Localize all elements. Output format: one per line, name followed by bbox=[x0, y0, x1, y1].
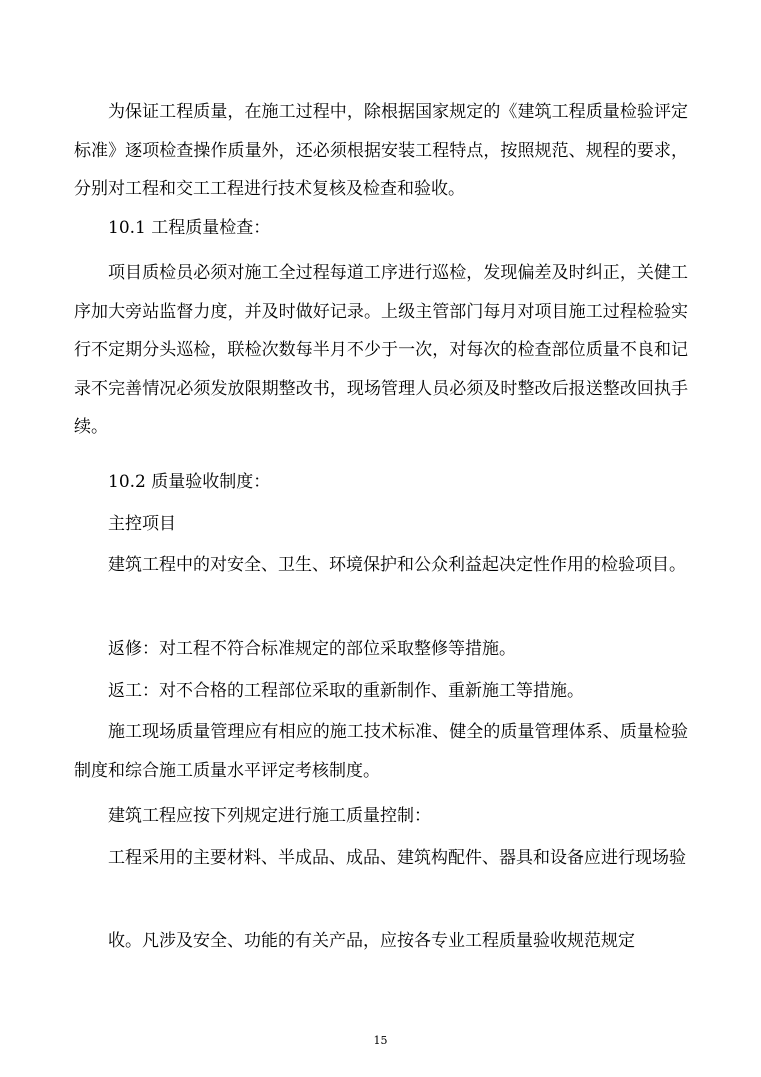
paragraph-quality-assurance-intro: 为保证工程质量，在施工过程中，除根据国家规定的《建筑工程质量检验评定标准》逐项检查操作质量外，还必须根据安装工程特点，按照规范、规程的要求，分别对工程和交工工程进行技术复核及检查和验收。 bbox=[74, 102, 688, 199]
paragraph-safety-function-products: 收。凡涉及安全、功能的有关产品，应按各专业工程质量验收规范规定 bbox=[108, 931, 635, 951]
paragraph-rework-definition: 返工：对不合格的工程部位采取的重新制作、重新施工等措施。 bbox=[108, 681, 584, 701]
paragraph-site-quality-management: 施工现场质量管理应有相应的施工技术标准、健全的质量管理体系、质量检验制度和综合施工质量水平评定考核制度。 bbox=[74, 722, 688, 781]
paragraph-construction-quality-control: 建筑工程应按下列规定进行施工质量控制： bbox=[108, 806, 431, 826]
paragraph-main-control-definition: 建筑工程中的对安全、卫生、环境保护和公众利益起决定性作用的检验项目。 bbox=[108, 555, 686, 575]
paragraph-repair-definition: 返修：对工程不符合标准规定的部位采取整修等措施。 bbox=[108, 639, 516, 659]
section-heading-10-2: 10.2 质量验收制度： bbox=[108, 472, 271, 492]
page-number: 15 bbox=[373, 1034, 388, 1047]
paragraph-material-site-inspection: 工程采用的主要材料、半成品、成品、建筑构配件、器具和设备应进行现场验 bbox=[108, 848, 686, 868]
section-heading-10-1: 10.1 工程质量检查： bbox=[108, 218, 271, 238]
paragraph-main-control-items: 主控项目 bbox=[108, 514, 176, 534]
paragraph-quality-inspection: 项目质检员必须对施工全过程每道工序进行巡检，发现偏差及时纠正，关健工序加大旁站监督力度，并及时做好记录。上级主管部门每月对项目施工过程检验实行不定期分头巡检，联检次数每半月不少于一次，对每次的检查部位质量不良和记录不完善情况必须发放限期整改书，现场管理人员必须及时整改后报送整改回执手续。 bbox=[74, 263, 688, 437]
